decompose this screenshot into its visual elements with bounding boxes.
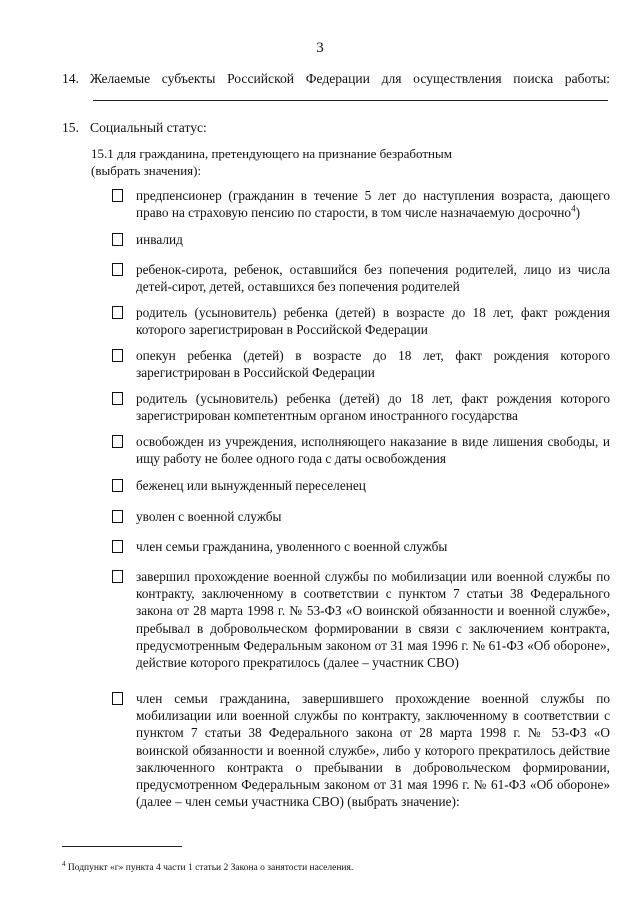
question-14-number: 14. — [62, 71, 79, 86]
checkbox[interactable] — [112, 263, 123, 276]
subsection-15-1-title: 15.1 для гражданина, претендующего на признание безработным — [91, 146, 452, 161]
option-label: беженец или вынужденный переселенец — [136, 478, 366, 493]
option-label: предпенсионер (гражданин в течение 5 лет до наступления возраста, дающего право на страховую пенсию по старости, в том числе назначаемую досрочно$^4$) — [136, 188, 610, 221]
option-label: член семьи гражданина, завершившего прохождение военной службы по мобилизации или военной службы по контракту, заключенному в соответствии с пунктом 7 статьи 38 Федерального закона от 28 марта 1998 г. № 53-ФЗ «О воинской обязанности и военной службе», либо у которого прекратилось действие заключенного контракта о пребывании в добровольческом формировании, предусмотренном Федеральным законом от 31 мая 1996 г. № 61-ФЗ «Об обороне» (далее – член семьи участника СВО) (выбрать значение): — [136, 691, 610, 810]
question-15-number: 15. — [62, 120, 79, 135]
checkbox[interactable] — [112, 392, 123, 405]
checkbox[interactable] — [112, 570, 123, 583]
subsection-15-1 — [91, 145, 521, 179]
question-14-text: Желаемые субъекты Российской Федерации для осуществления поиска работы: — [90, 71, 610, 86]
subsection-15-1-hint: (выбрать значения): — [91, 163, 202, 178]
option-label: уволен с военной службы — [136, 509, 282, 524]
checkbox[interactable] — [112, 510, 123, 523]
question-15 — [62, 119, 207, 137]
question-14-answer-line[interactable] — [93, 100, 608, 101]
option-label: родитель (усыновитель) ребенка (детей) до 18 лет, факт рождения которого зарегистрирован компетентным органом иностранного государства — [136, 391, 610, 424]
option-label: завершил прохождение военной службы по мобилизации или военной службы по контракту, заключенному в соответствии с пунктом 7 статьи 38 Федерального закона от 28 марта 1998 г. № 53-ФЗ «О воинской обязанности и военной службе», пребывал в добровольческом формировании в связи с заключением контракта, предусмотренным Федеральным законом от 31 мая 1996 г. № 61-ФЗ «Об обороне», действие которого прекратилось (далее – участник СВО) — [136, 569, 610, 671]
checkbox[interactable] — [112, 349, 123, 362]
checkbox[interactable] — [112, 233, 123, 246]
footnote-text: Подпункт «г» пункта 4 части 1 статьи 2 Закона о занятости населения. — [65, 863, 354, 874]
footnote-divider — [62, 846, 182, 847]
checkbox[interactable] — [112, 435, 123, 448]
checkbox[interactable] — [112, 189, 123, 202]
option-label: ребенок-сирота, ребенок, оставшийся без попечения родителей, лицо из числа детей-сирот, детей, оставшихся без попечения родителей — [136, 262, 610, 295]
checkbox[interactable] — [112, 692, 123, 705]
checkbox[interactable] — [112, 306, 123, 319]
option-label: член семьи гражданина, уволенного с военной службы — [136, 539, 448, 554]
option-label: инвалид — [136, 232, 183, 247]
footnote-marker: 4 — [62, 860, 66, 868]
option-label: освобожден из учреждения, исполняющего наказание в виде лишения свободы, и ищу работу не более одного года с даты освобождения — [136, 434, 610, 467]
footnote-ref: 4 — [571, 203, 576, 214]
question-15-text: Социальный статус: — [90, 120, 207, 135]
option-label: родитель (усыновитель) ребенка (детей) в возрасте до 18 лет, факт рождения которого зарегистрирован в Российской Федерации — [136, 305, 610, 338]
checkbox[interactable] — [112, 540, 123, 553]
checkbox[interactable] — [112, 479, 123, 492]
question-14 — [62, 70, 610, 88]
page-number: 3 — [316, 40, 324, 56]
footnote — [62, 858, 353, 874]
option-label: опекун ребенка (детей) в возрасте до 18 лет, факт рождения которого зарегистрирован в Российской Федерации — [136, 348, 610, 381]
